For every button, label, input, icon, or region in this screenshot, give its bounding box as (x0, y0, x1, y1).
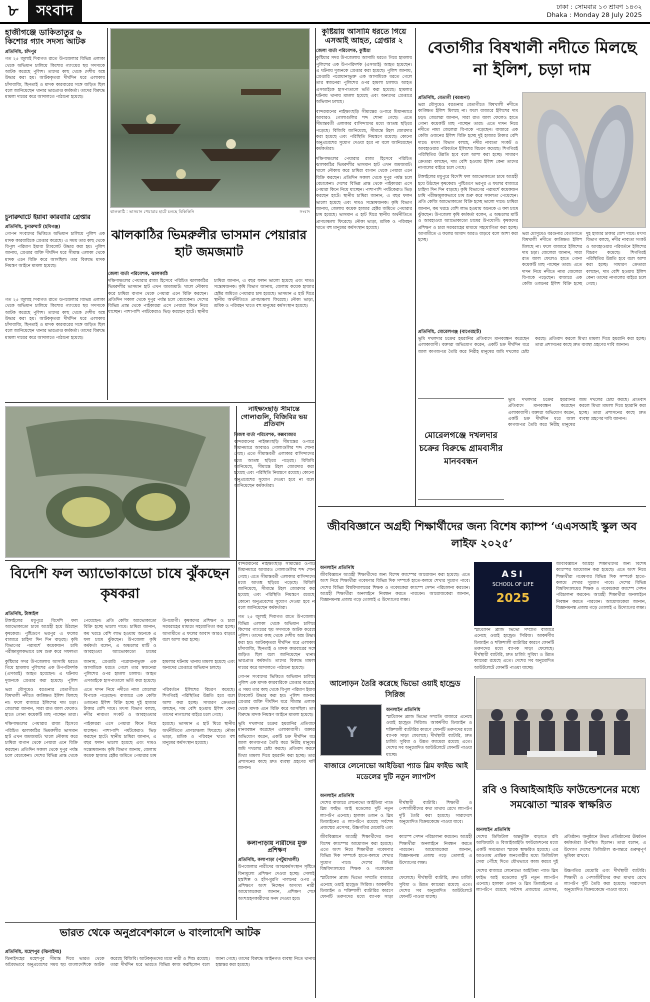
headline: কলাপাড়ায় নারীদের মুক্ত প্রশিক্ষণ (246, 840, 308, 855)
headline: হাজীগঞ্জে ডাকিতাতুর ৬ কিশোর গ্যাং সদস্য আটক (5, 28, 86, 47)
article-body: দেশের ডিজিটাল অন্তর্ভুক্তি বাড়াতে রবি আজিয়াটা ও বিআইআইডি ফাউন্ডেশনের মধ্যে একটি সমঝোতা স্মারক স্বাক্ষরিত হয়েছে। এর আওতায় প্রান্তিক জনগোষ্ঠীর মধ্যে ডিজিটাল সেবা পৌঁছে দিতে যৌথভাবে কাজ করবে দুই প্রতিষ্ঠান। অনুষ্ঠানে উভয় প্রতিষ্ঠানের ঊর্ধ্বতন কর্মকর্তারা উপস্থিত ছিলেন। তারা বলেন, এ উদ্যোগ দেশের ডিজিটাল রূপান্তরে গুরুত্বপূর্ণ ভূমিকা রাখবে। (476, 835, 646, 866)
column-divider (236, 406, 237, 920)
headline: বেতাগীর বিষখালী নদীতে মিলছে না ইলিশ, চড়া দাম (427, 38, 637, 79)
headline: মোরেলগঞ্জে দখলদার চক্রের বিরুদ্ধে গ্রামবাসীর মানববন্ধন (419, 430, 503, 467)
fish-icon (523, 93, 646, 228)
article-body: ভূমি দখলদার চক্রের হয়রানির প্রতিবাদে মানববন্ধন করেছেন এলাকাবাসী। বক্তারা অভিযোগ করেন, একটি চক্র দীর্ঘদিন ধরে জাল কাগজপত্র তৈরি করে নিরীহ মানুষের জমি দখলের চেষ্টা করছে। প্রতিবাদ করলে মিথ্যা মামলা দিয়ে হয়রানি করা হচ্ছে। তারা প্রশাসনের কাছে দ্রুত ব্যবস্থা গ্রহণের দাবি জানান। (418, 337, 646, 355)
hilsa-fish-photo (522, 92, 646, 228)
dateline: প্রতিনিধি, চুনারুঘাট (হবিগঞ্জ) (5, 225, 61, 231)
article-kushtia: কুষ্টিয়ায় আসামি ধরতে গিয়ে এসআই আহত, গ্রেপ্তার ২ জেলা বার্তা পরিবেশক, কুষ্টিয়া কুষ্টিয়ার সদর উপজেলায় আসামি ধরতে গিয়ে হামলায় পুলিশের এক উপপরিদর্শক (এসআই) আহত হয়েছেন। এ ঘটনায় দুজনকে গ্রেপ্তার করা হয়েছে। পুলিশ জানায়, গ্রেপ্তারি পরোয়ানাভুক্ত এক আসামিকে ধরতে গেলে তার স্বজনেরা পুলিশের ওপর হামলা চালায়। আহত এসআইকে হাসপাতালে ভর্তি করা হয়েছে। হামলার ঘটনায় থানায় মামলা হয়েছে এবং অন্যদের গ্রেপ্তারে অভিযান চলছে। বান্দরবানের নাইক্ষ্যংছড়ি সীমান্তের ওপারে মিয়ানমারে আবারও গোলাগুলির শব্দ শোনা গেছে। এতে সীমান্তবর্তী এলাকার বাসিন্দাদের মধ্যে আতঙ্ক ছড়িয়ে পড়েছে। বিজিবি জানিয়েছে, সীমান্তে টহল জোরদার করা হয়েছে এবং পরিস্থিতি নিয়ন্ত্রণে রয়েছে। কোনো অনুপ্রবেশের সুযোগ দেওয়া হবে না বলে জানিয়েছেন কর্মকর্তারা। দক্ষিণাঞ্চলের পেয়ারার রাজ্য হিসেবে পরিচিত ঝালকাঠির ভিমরুলীর ভাসমান হাট এখন জমজমাট। খালে নৌকায় করে চাষিরা বাগান থেকে পেয়ারা এনে বিক্রি করছেন। প্রতিদিন সকাল থেকে দুপুর পর্যন্ত চলে বেচাকেনা। দেশের বিভিন্ন প্রান্ত থেকে পাইকাররা এসে পেয়ারা কিনে নিয়ে যাচ্ছেন। পাশাপাশি পর্যটকেরাও ভিড় করছেন হাটে। স্থানীয় চাষিরা জানান, এ বছর ফলন ভালো হয়েছে এবং দামও সন্তোষজনক। কৃষি বিভাগ জানায়, জেলায় কয়েক হাজার হেক্টর জমিতে পেয়ারার চাষ হয়েছে। ভাসমান এ হাট ঘিরে স্থানীয় অর্থনীতিতে প্রাণচাঞ্চল্য ফিরেছে। নৌকা ভাড়া, শ্রমিক ও পরিবহন খাতে বহু মানুষের কর্মসংস্থান হয়েছে। (316, 28, 412, 231)
section-divider (318, 506, 646, 507)
article-jhalokathi-headline (105, 222, 313, 264)
article-body: উপজেলার নারীদের আত্মকর্মসংস্থান সৃষ্টিতে বিনামূল্যে প্রশিক্ষণ দেওয়া হচ্ছে। সেলাই, হস্তশিল্প ও হাঁস-মুরগি পালনের ওপর এ প্রশিক্ষণে অংশ নিচ্ছেন অসংখ্য নারী। আয়োজকেরা জানান, প্রশিক্ষণ শেষে অংশগ্রহণকারীদের সনদ দেওয়া হবে। (238, 865, 316, 902)
article-jhalokathi (108, 268, 314, 398)
article-lenovo-headline (320, 760, 472, 788)
article-lenovo: অনলাইন প্রতিনিধি দেশের বাজারে লেনোভো আইডিয়া প্যাড স্লিম ফাইভ আই মডেলের দুটি নতুন ল্যাপটপ এনেছে। হালকা ওজন ও স্লিম ডিজাইনের এ ল্যাপটপে রয়েছে সর্বশেষ প্রজন্মের প্রসেসর, উচ্চগতির মেমোরি এবং দীর্ঘস্থায়ী ব্যাটারি। শিক্ষার্থী ও পেশাজীবীদের কথা মাথায় রেখে ল্যাপটপ দুটি তৈরি করা হয়েছে। সারাদেশে অনুমোদিত বিক্রয়কেন্দ্রে পাওয়া যাবে। জীববিজ্ঞানে আগ্রহী শিক্ষার্থীদের জন্য বিশেষ ক্যাম্পের আয়োজন করা হয়েছে। এতে অংশ নিয়ে শিক্ষার্থীরা গবেষণার বিভিন্ন দিক সম্পর্কে হাতে-কলমে শেখার সুযোগ পাবে। দেশের বিভিন্ন বিশ্ববিদ্যালয়ের শিক্ষক ও গবেষকেরা ক্যাম্পে সেশন পরিচালনা করবেন। আগ্রহী শিক্ষার্থীরা অনলাইনে নিবন্ধন করতে পারবেন। আয়োজকেরা জানান, বিজ্ঞানমনস্ক প্রজন্ম গড়ে তোলাই এ উদ্যোগের লক্ষ্য। স্মার্টফোন ব্র্যান্ড ভিভো সম্প্রতি বাজারে এনেছে ওয়াই হান্ড্রেড সিরিজ। আকর্ষণীয় ডিজাইন ও শক্তিশালী ব্যাটারির কারণে ফোনটি তরুণদের মধ্যে ব্যাপক সাড়া ফেলেছে। দীর্ঘস্থায়ী ব্যাটারি, দ্রুত চার্জিং সুবিধা ও উন্নত ক্যামেরা রয়েছে এতে। দেশের সব অনুমোদিত আউটলেটে ফোনটি পাওয়া যাচ্ছে। (320, 794, 472, 901)
svg-text:Y: Y (346, 725, 358, 741)
article-body: কুষ্টিয়ার সদর উপজেলায় আসামি ধরতে গিয়ে হামলায় পুলিশের এক উপপরিদর্শক (এসআই) আহত হয়েছেন। এ ঘটনায় দুজনকে গ্রেপ্তার করা হয়েছে। পুলিশ জানায়, গ্রেপ্তারি পরোয়ানাভুক্ত এক আসামিকে ধরতে গেলে তার স্বজনেরা পুলিশের ওপর হামলা চালায়। আহত এসআইকে হাসপাতালে ভর্তি করা হয়েছে। হামলার ঘটনায় থানায় মামলা হয়েছে এবং অন্যদের গ্রেপ্তারে অভিযান চলছে। (316, 56, 412, 106)
dateline: জেলা বার্তা পরিবেশক, ঝালকাঠি (108, 272, 168, 277)
column-divider (315, 28, 316, 998)
article-border (5, 946, 315, 998)
article-body: দেশের বাজারে লেনোভো আইডিয়া প্যাড স্লিম ফাইভ আই মডেলের দুটি নতুন ল্যাপটপ এনেছে। হালকা ওজন ও স্লিম ডিজাইনের এ ল্যাপটপে রয়েছে সর্বশেষ প্রজন্মের প্রসেসর, উচ্চগতির মেমোরি এবং দীর্ঘস্থায়ী ব্যাটারি। শিক্ষার্থী ও পেশাজীবীদের কথা মাথায় রেখে ল্যাপটপ দুটি তৈরি করা হয়েছে। সারাদেশে অনুমোদিত বিক্রয়কেন্দ্রে পাওয়া যাবে। (320, 801, 472, 832)
vivo-promo-image (320, 704, 382, 756)
section-divider (5, 560, 315, 561)
newspaper-logo: সংবাদ (28, 0, 81, 24)
dateline: প্রতিনিধি, চাঁদপুর (5, 50, 37, 56)
column-divider (474, 676, 475, 998)
article-naikhongchhari-continued: বান্দরবানের নাইক্ষ্যংছড়ি সীমান্তের ওপারে মিয়ানমারে আবারও গোলাগুলির শব্দ শোনা গেছে। এতে সীমান্তবর্তী এলাকার বাসিন্দাদের মধ্যে আতঙ্ক ছড়িয়ে পড়েছে। বিজিবি জানিয়েছে, সীমান্তে টহল জোরদার করা হয়েছে এবং পরিস্থিতি নিয়ন্ত্রণে রয়েছে। কোনো অনুপ্রবেশের সুযোগ দেওয়া হবে না বলে জানিয়েছেন কর্মকর্তারা। গত ২৫ জুলাই দিবাগত রাতে উপজেলার বিভিন্ন এলাকা থেকে অভিযান চালিয়ে কিশোর গ্যাংয়ের ছয় সদস্যকে আটক করেছে পুলিশ। তাদের কাছ থেকে দেশীয় অস্ত্র উদ্ধার করা হয়। আটককৃতরা দীর্ঘদিন ধরে এলাকায় চাঁদাবাজি, ছিনতাই ও মাদক কারবারের সঙ্গে জড়িত ছিল বলে জানিয়েছেন থানার ভারপ্রাপ্ত কর্মকর্তা। তাদের বিরুদ্ধে মামলা দায়ের করে আদালতে পাঠানো হয়েছে। গোপন সংবাদের ভিত্তিতে অভিযান চালিয়ে পুলিশ এক মাদক কারবারিকে গ্রেপ্তার করেছে। এ সময় তার কাছ থেকে বিপুল পরিমাণ ইয়াবা ট্যাবলেট উদ্ধার করা হয়। পুলিশ জানায়, গ্রেপ্তার ব্যক্তি দীর্ঘদিন ধরে সীমান্ত এলাকা থেকে মাদক এনে বিক্রি করে আসছিল। তার বিরুদ্ধে মাদক নিয়ন্ত্রণ আইনে মামলা হয়েছে। ভূমি দখলদার চক্রের হয়রানির প্রতিবাদে মানববন্ধন করেছেন এলাকাবাসী। বক্তারা অভিযোগ করেন, একটি চক্র দীর্ঘদিন ধরে জাল কাগজপত্র তৈরি করে নিরীহ মানুষের জমি দখলের চেষ্টা করছে। প্রতিবাদ করলে মিথ্যা মামলা দিয়ে হয়রানি করা হচ্ছে। তারা প্রশাসনের কাছে দ্রুত ব্যবস্থা গ্রহণের দাবি জানান। (238, 562, 316, 772)
article-body: গত ২৫ জুলাই দিবাগত রাতে উপজেলার বিভিন্ন এলাকা থেকে অভিযান চালিয়ে কিশোর গ্যাংয়ের ছয় সদস্যকে আটক করেছে পুলিশ। তাদের কাছ থেকে দেশীয় অস্ত্র উদ্ধার করা হয়। আটককৃতরা দীর্ঘদিন ধরে এলাকায় চাঁদাবাজি, ছিনতাই ও মাদক কারবারের সঙ্গে জড়িত ছিল বলে জানিয়েছেন থানার ভারপ্রাপ্ত কর্মকর্তা। তাদের বিরুদ্ধে মামলা দায়ের করে আদালতে পাঠানো হয়েছে। (5, 57, 105, 101)
article-hajiganj (5, 28, 105, 210)
boat-illustration-icon (111, 29, 310, 208)
issue-date: ঢাকা : সোমবার ১৩ শ্রাবণ ১৪৩২ Dhaka : Monday 28 July 2025 (546, 3, 642, 19)
article-morelganj-intro (418, 326, 646, 396)
article-body: টাঙ্গাইলের মধুপুরে বিদেশি ফল অ্যাভোকাডো চাষে আগ্রহী হয়ে উঠছেন কৃষকেরা। পুষ্টিগুণে ভরপুর এ ফলের বাজারে চাহিদা দিন দিন বাড়ছে। কৃষি বিভাগের পরামর্শে কয়েকজন চাষি পরীক্ষামূলকভাবে চাষ শুরু করে সফলতা পেয়েছেন। প্রতি কেজি অ্যাভোকাডো বিক্রি হচ্ছে ভালো দামে। চাষিরা জানান, কম খরচে বেশি লাভ হওয়ায় অনেকে এ ফল চাষে ঝুঁকছেন। উপজেলা কৃষি কর্মকর্তা বলেন, এ অঞ্চলের মাটি ও আবহাওয়া অ্যাভোকাডো চাষের উপযোগী। কৃষকদের প্রশিক্ষণ ও চারা সরবরাহের মাধ্যমে সহযোগিতা করা হচ্ছে। আগামীতে এ ফলের আবাদ আরও বাড়বে বলে আশা করা হচ্ছে। (5, 619, 235, 656)
article-morelganj-headline (418, 398, 504, 500)
mou-signing-photo (476, 678, 646, 770)
dateline: জেলা বার্তা পরিবেশক, কুষ্টিয়া (316, 49, 371, 55)
article-asi (320, 562, 470, 674)
dateline: প্রতিনিধি, কলাপাড়া (পটুয়াখালী) (238, 858, 300, 864)
article-robi: অনলাইন প্রতিনিধি দেশের ডিজিটাল অন্তর্ভুক্তি বাড়াতে রবি আজিয়াটা ও বিআইআইডি ফাউন্ডেশনের মধ্যে একটি সমঝোতা স্মারক স্বাক্ষরিত হয়েছে। এর আওতায় প্রান্তিক জনগোষ্ঠীর মধ্যে ডিজিটাল সেবা পৌঁছে দিতে যৌথভাবে কাজ করবে দুই প্রতিষ্ঠান। অনুষ্ঠানে উভয় প্রতিষ্ঠানের ঊর্ধ্বতন কর্মকর্তারা উপস্থিত ছিলেন। তারা বলেন, এ উদ্যোগ দেশের ডিজিটাল রূপান্তরে গুরুত্বপূর্ণ ভূমিকা রাখবে। দেশের বাজারে লেনোভো আইডিয়া প্যাড স্লিম ফাইভ আই মডেলের দুটি নতুন ল্যাপটপ এনেছে। হালকা ওজন ও স্লিম ডিজাইনের এ ল্যাপটপে রয়েছে সর্বশেষ প্রজন্মের প্রসেসর, উচ্চগতির মেমোরি এবং দীর্ঘস্থায়ী ব্যাটারি। শিক্ষার্থী ও পেশাজীবীদের কথা মাথায় রেখে ল্যাপটপ দুটি তৈরি করা হয়েছে। সারাদেশে অনুমোদিত বিক্রয়কেন্দ্রে পাওয়া যাবে। (476, 828, 646, 894)
article-vivo-headline (320, 678, 470, 702)
article-betagi: প্রতিনিধি, বেতাগী (বরগুনা) ভরা মৌসুমেও বরগুনার বেতাগীতে বিষখালী নদীতে কাঙ্ক্ষিত ইলিশ মিলছে না। ফলে বাজারে ইলিশের দাম চড়া। জেলেরা জানান, সারা রাত জাল ফেলেও হাতে গোনা কয়েকটি মাছ পাচ্ছেন তারা। এতে দাদন নিয়ে নদীতে নামা জেলেরা বিপাকে পড়েছেন। বাজারে এক কেজি ওজনের ইলিশ বিক্রি হচ্ছে দুই হাজার টাকার বেশি দামে। মৎস্য বিভাগ বলছে, নদীর নাব্যতা সংকট ও আবহাওয়ার পরিবর্তনে ইলিশের বিচরণ কমেছে। শিগগিরই পরিস্থিতির উন্নতি হবে বলে আশা করা হচ্ছে। সাধারণ ক্রেতারা বলছেন, দাম বেশি হওয়ায় ইলিশ কেনা তাদের নাগালের বাইরে চলে গেছে। টাঙ্গাইলের মধুপুরে বিদেশি ফল অ্যাভোকাডো চাষে আগ্রহী হয়ে উঠছেন কৃষকেরা। পুষ্টিগুণে ভরপুর এ ফলের বাজারে চাহিদা দিন দিন বাড়ছে। কৃষি বিভাগের পরামর্শে কয়েকজন চাষি পরীক্ষামূলকভাবে চাষ শুরু করে সফলতা পেয়েছেন। প্রতি কেজি অ্যাভোকাডো বিক্রি হচ্ছে ভালো দামে। চাষিরা জানান, কম খরচে বেশি লাভ হওয়ায় অনেকে এ ফল চাষে ঝুঁকছেন। উপজেলা কৃষি কর্মকর্তা বলেন, এ অঞ্চলের মাটি ও আবহাওয়া অ্যাভোকাডো চাষের উপযোগী। কৃষকদের প্রশিক্ষণ ও চারা সরবরাহের মাধ্যমে সহযোগিতা করা হচ্ছে। আগামীতে এ ফলের আবাদ আরও বাড়বে বলে আশা করা হচ্ছে। (418, 96, 518, 244)
dateline: প্রতিনিধি, টাঙ্গাইল (5, 612, 39, 617)
avocado-icon (6, 407, 230, 558)
headline: আলোড়ন তৈরি করেছে ভিভো ওয়াই হান্ড্রেড সিরিজ (329, 679, 461, 699)
article-kalapara (238, 840, 316, 920)
dateline: অনলাইন প্রতিনিধি (386, 708, 421, 713)
article-betagi-headline (418, 28, 646, 90)
article-avocado: প্রতিনিধি, টাঙ্গাইল টাঙ্গাইলের মধুপুরে বিদেশি ফল অ্যাভোকাডো চাষে আগ্রহী হয়ে উঠছেন কৃষকেরা। পুষ্টিগুণে ভরপুর এ ফলের বাজারে চাহিদা দিন দিন বাড়ছে। কৃষি বিভাগের পরামর্শে কয়েকজন চাষি পরীক্ষামূলকভাবে চাষ শুরু করে সফলতা পেয়েছেন। প্রতি কেজি অ্যাভোকাডো বিক্রি হচ্ছে ভালো দামে। চাষিরা জানান, কম খরচে বেশি লাভ হওয়ায় অনেকে এ ফল চাষে ঝুঁকছেন। উপজেলা কৃষি কর্মকর্তা বলেন, এ অঞ্চলের মাটি ও আবহাওয়া অ্যাভোকাডো চাষের উপযোগী। কৃষকদের প্রশিক্ষণ ও চারা সরবরাহের মাধ্যমে সহযোগিতা করা হচ্ছে। আগামীতে এ ফলের আবাদ আরও বাড়বে বলে আশা করা হচ্ছে। কুষ্টিয়ার সদর উপজেলায় আসামি ধরতে গিয়ে হামলায় পুলিশের এক উপপরিদর্শক (এসআই) আহত হয়েছেন। এ ঘটনায় দুজনকে গ্রেপ্তার করা হয়েছে। পুলিশ জানায়, গ্রেপ্তারি পরোয়ানাভুক্ত এক আসামিকে ধরতে গেলে তার স্বজনেরা পুলিশের ওপর হামলা চালায়। আহত এসআইকে হাসপাতালে ভর্তি করা হয়েছে। হামলার ঘটনায় থানায় মামলা হয়েছে এবং অন্যদের গ্রেপ্তারে অভিযান চলছে। ভরা মৌসুমেও বরগুনার বেতাগীতে বিষখালী নদীতে কাঙ্ক্ষিত ইলিশ মিলছে না। ফলে বাজারে ইলিশের দাম চড়া। জেলেরা জানান, সারা রাত জাল ফেলেও হাতে গোনা কয়েকটি মাছ পাচ্ছেন তারা। এতে দাদন নিয়ে নদীতে নামা জেলেরা বিপাকে পড়েছেন। বাজারে এক কেজি ওজনের ইলিশ বিক্রি হচ্ছে দুই হাজার টাকার বেশি দামে। মৎস্য বিভাগ বলছে, নদীর নাব্যতা সংকট ও আবহাওয়ার পরিবর্তনে ইলিশের বিচরণ কমেছে। শিগগিরই পরিস্থিতির উন্নতি হবে বলে আশা করা হচ্ছে। সাধারণ ক্রেতারা বলছেন, দাম বেশি হওয়ায় ইলিশ কেনা তাদের নাগালের বাইরে চলে গেছে। দক্ষিণাঞ্চলের পেয়ারার রাজ্য হিসেবে পরিচিত ঝালকাঠির ভিমরুলীর ভাসমান হাট এখন জমজমাট। খালে নৌকায় করে চাষিরা বাগান থেকে পেয়ারা এনে বিক্রি করছেন। প্রতিদিন সকাল থেকে দুপুর পর্যন্ত চলে বেচাকেনা। দেশের বিভিন্ন প্রান্ত থেকে পাইকাররা এসে পেয়ারা কিনে নিয়ে যাচ্ছেন। পাশাপাশি পর্যটকেরাও ভিড় করছেন হাটে। স্থানীয় চাষিরা জানান, এ বছর ফলন ভালো হয়েছে এবং দামও সন্তোষজনক। কৃষি বিভাগ জানায়, জেলায় কয়েক হাজার হেক্টর জমিতে পেয়ারার চাষ হয়েছে। ভাসমান এ হাট ঘিরে স্থানীয় অর্থনীতিতে প্রাণচাঞ্চল্য ফিরেছে। নৌকা ভাড়া, শ্রমিক ও পরিবহন খাতে বহু মানুষের কর্মসংস্থান হয়েছে। (5, 612, 235, 759)
article-body: জীববিজ্ঞানে আগ্রহী শিক্ষার্থীদের জন্য বিশেষ ক্যাম্পের আয়োজন করা হয়েছে। এতে অংশ নিয়ে শিক্ষার্থীরা গবেষণার বিভিন্ন দিক সম্পর্কে হাতে-কলমে শেখার সুযোগ পাবে। দেশের বিভিন্ন বিশ্ববিদ্যালয়ের শিক্ষক ও গবেষকেরা ক্যাম্পে সেশন পরিচালনা করবেন। আগ্রহী শিক্ষার্থীরা অনলাইনে নিবন্ধন করতে পারবেন। আয়োজকেরা জানান, বিজ্ঞানমনস্ক প্রজন্ম গড়ে তোলাই এ উদ্যোগের লক্ষ্য। (320, 573, 470, 604)
article-body: স্মার্টফোন ব্র্যান্ড ভিভো সম্প্রতি বাজারে এনেছে ওয়াই হান্ড্রেড সিরিজ। আকর্ষণীয় ডিজাইন ও শক্তিশালী ব্যাটারির কারণে ফোনটি তরুণদের মধ্যে ব্যাপক সাড়া ফেলেছে। দীর্ঘস্থায়ী ব্যাটারি, দ্রুত চার্জিং সুবিধা ও উন্নত ক্যামেরা রয়েছে এতে। দেশের সব অনুমোদিত আউটলেটে ফোনটি পাওয়া যাচ্ছে। (386, 715, 472, 756)
dateline: নিজস্ব বার্তা পরিবেশক, কক্সবাজার (234, 432, 296, 438)
article-robi-headline (476, 774, 646, 822)
page-number: ৮ (8, 0, 19, 20)
article-body: দক্ষিণাঞ্চলের পেয়ারার রাজ্য হিসেবে পরিচিত ঝালকাঠির ভিমরুলীর ভাসমান হাট এখন জমজমাট। খালে নৌকায় করে চাষিরা বাগান থেকে পেয়ারা এনে বিক্রি করছেন। প্রতিদিন সকাল থেকে দুপুর পর্যন্ত চলে বেচাকেনা। দেশের বিভিন্ন প্রান্ত থেকে পাইকাররা এসে পেয়ারা কিনে নিয়ে যাচ্ছেন। পাশাপাশি পর্যটকেরাও ভিড় করছেন হাটে। স্থানীয় চাষিরা জানান, এ বছর ফলন ভালো হয়েছে এবং দামও সন্তোষজনক। কৃষি বিভাগ জানায়, জেলায় কয়েক হাজার হেক্টর জমিতে পেয়ারার চাষ হয়েছে। ভাসমান এ হাট ঘিরে স্থানীয় অর্থনীতিতে প্রাণচাঞ্চল্য ফিরেছে। নৌকা ভাড়া, শ্রমিক ও পরিবহন খাতে বহু মানুষের কর্মসংস্থান হয়েছে। (108, 279, 314, 316)
column-divider (415, 28, 416, 506)
article-morelganj: ভূমি দখলদার চক্রের হয়রানির প্রতিবাদে মানববন্ধন করেছেন এলাকাবাসী। বক্তারা অভিযোগ করেন, একটি চক্র দীর্ঘদিন ধরে জাল কাগজপত্র তৈরি করে নিরীহ মানুষের জমি দখলের চেষ্টা করছে। প্রতিবাদ করলে মিথ্যা মামলা দিয়ে হয়রানি করা হচ্ছে। তারা প্রশাসনের কাছে দ্রুত ব্যবস্থা গ্রহণের দাবি জানান। (508, 398, 646, 429)
photo-caption: ঝালকাঠি : ভাসমান পেয়ারার হাটে চলছে বিকিকিনি সংবাদ (110, 209, 310, 214)
article-avocado-headline (5, 562, 235, 606)
headline: কুষ্টিয়ায় আসামি ধরতে গিয়ে এসআই আহত, গ্রেপ্তার ২ (321, 28, 407, 45)
article-naikhongchhari (234, 406, 314, 558)
article-body: ঝিনাইদহের মহেশপুর সীমান্ত দিয়ে ভারত থেকে অবৈধভাবে অনুপ্রবেশের সময় ছয় বাংলাদেশিকে আটক করেছে বিজিবি। আটককৃতদের মধ্যে নারী ও শিশু রয়েছে। তারা দীর্ঘদিন ধরে ভারতে বিভিন্ন কাজ করছিলেন বলে জানা গেছে। তাদের বিরুদ্ধে আইনগত ব্যবস্থা নিতে থানায় হস্তান্তর করা হয়েছে। (5, 957, 315, 969)
guava-market-photo (110, 28, 310, 208)
dateline: অনলাইন প্রতিনিধি (476, 828, 511, 833)
dateline: অনলাইন প্রতিনিধি (320, 794, 355, 799)
column-divider (107, 28, 108, 400)
asi-promo-image: ASI SCHOOL OF LIFE 2025 (474, 562, 552, 626)
article-border-headline (5, 922, 315, 944)
dateline: অনলাইন প্রতিনিধি (320, 566, 355, 571)
article-vivo (386, 704, 472, 756)
article-chunarughat-continued: গত ২৫ জুলাই দিবাগত রাতে উপজেলার বিভিন্ন এলাকা থেকে অভিযান চালিয়ে কিশোর গ্যাংয়ের ছয় সদস্যকে আটক করেছে পুলিশ। তাদের কাছ থেকে দেশীয় অস্ত্র উদ্ধার করা হয়। আটককৃতরা দীর্ঘদিন ধরে এলাকায় চাঁদাবাজি, ছিনতাই ও মাদক কারবারের সঙ্গে জড়িত ছিল বলে জানিয়েছেন থানার ভারপ্রাপ্ত কর্মকর্তা। তাদের বিরুদ্ধে মামলা দায়ের করে আদালতে পাঠানো হয়েছে। (5, 298, 105, 341)
headline: রবি ও বিআইআইডি ফাউন্ডেশনের মধ্যে সমঝোতা স্মারক স্বাক্ষরিত (482, 785, 640, 811)
article-body: বান্দরবানের নাইক্ষ্যংছড়ি সীমান্তের ওপারে মিয়ানমারে আবারও গোলাগুলির শব্দ শোনা গেছে। এতে সীমান্তবর্তী এলাকার বাসিন্দাদের মধ্যে আতঙ্ক ছড়িয়ে পড়েছে। বিজিবি জানিয়েছে, সীমান্তে টহল জোরদার করা হয়েছে এবং পরিস্থিতি নিয়ন্ত্রণে রয়েছে। কোনো অনুপ্রবেশের সুযোগ দেওয়া হবে না বলে জানিয়েছেন কর্মকর্তারা। (234, 439, 314, 489)
headline: বিদেশি ফল অ্যাভোকাডো চাষে ঝুঁকছেন কৃষকরা (10, 566, 230, 602)
article-body: ভরা মৌসুমেও বরগুনার বেতাগীতে বিষখালী নদীতে কাঙ্ক্ষিত ইলিশ মিলছে না। ফলে বাজারে ইলিশের দাম চড়া। জেলেরা জানান, সারা রাত জাল ফেলেও হাতে গোনা কয়েকটি মাছ পাচ্ছেন তারা। এতে দাদন নিয়ে নদীতে নামা জেলেরা বিপাকে পড়েছেন। বাজারে এক কেজি ওজনের ইলিশ বিক্রি হচ্ছে দুই হাজার টাকার বেশি দামে। মৎস্য বিভাগ বলছে, নদীর নাব্যতা সংকট ও আবহাওয়ার পরিবর্তনে ইলিশের বিচরণ কমেছে। শিগগিরই পরিস্থিতির উন্নতি হবে বলে আশা করা হচ্ছে। সাধারণ ক্রেতারা বলছেন, দাম বেশি হওয়ায় ইলিশ কেনা তাদের নাগালের বাইরে চলে গেছে। (418, 103, 518, 171)
headline: বাজারে লেনোভো আইডিয়া প্যাড স্লিম ফাইভ আই মডেলের দুটি নতুন ল্যাপটপ (324, 761, 468, 781)
dateline: প্রতিনিধি, বেতাগী (বরগুনা) (418, 96, 471, 101)
headline: ঝালকাঠির ভিমরুলীর ভাসমান পেয়ারার হাট জমজমাট (111, 227, 307, 259)
phone-icon (321, 705, 382, 756)
group-people-icon (477, 679, 646, 770)
masthead (0, 0, 650, 24)
headline: নাইক্ষ্যংছড়ি সীমান্তে গোলাগুলি, বিজিবির ভয় প্রতিবাদ (240, 406, 308, 429)
article-asi-continued: জীববিজ্ঞানে আগ্রহী শিক্ষার্থীদের জন্য বিশেষ ক্যাম্পের আয়োজন করা হয়েছে। এতে অংশ নিয়ে শিক্ষার্থীরা গবেষণার বিভিন্ন দিক সম্পর্কে হাতে-কলমে শেখার সুযোগ পাবে। দেশের বিভিন্ন বিশ্ববিদ্যালয়ের শিক্ষক ও গবেষকেরা ক্যাম্পে সেশন পরিচালনা করবেন। আগ্রহী শিক্ষার্থীরা অনলাইনে নিবন্ধন করতে পারবেন। আয়োজকেরা জানান, বিজ্ঞানমনস্ক প্রজন্ম গড়ে তোলাই এ উদ্যোগের লক্ষ্য। (556, 562, 646, 612)
article-betagi-continued: ভরা মৌসুমেও বরগুনার বেতাগীতে বিষখালী নদীতে কাঙ্ক্ষিত ইলিশ মিলছে না। ফলে বাজারে ইলিশের দাম চড়া। জেলেরা জানান, সারা রাত জাল ফেলেও হাতে গোনা কয়েকটি মাছ পাচ্ছেন তারা। এতে দাদন নিয়ে নদীতে নামা জেলেরা বিপাকে পড়েছেন। বাজারে এক কেজি ওজনের ইলিশ বিক্রি হচ্ছে দুই হাজার টাকার বেশি দামে। মৎস্য বিভাগ বলছে, নদীর নাব্যতা সংকট ও আবহাওয়ার পরিবর্তনে ইলিশের বিচরণ কমেছে। শিগগিরই পরিস্থিতির উন্নতি হবে বলে আশা করা হচ্ছে। সাধারণ ক্রেতারা বলছেন, দাম বেশি হওয়ায় ইলিশ কেনা তাদের নাগালের বাইরে চলে গেছে। (522, 232, 646, 288)
avocado-photo (5, 406, 230, 558)
article-asi-headline (318, 510, 646, 560)
headline: জীববিজ্ঞানে অগ্রহী শিক্ষার্থীদের জন্য বিশেষ ক্যাম্প ‘এএসআই স্কুল অব লাইফ ২০২৫’ (327, 520, 637, 550)
headline: ভারত থেকে অনুপ্রবেশকালে ৬ বাংলাদেশি আটক (59, 926, 261, 939)
dateline: প্রতিনিধি, মহেশপুর (ঝিনাইদহ) (5, 950, 62, 955)
article-chunarughat (5, 214, 105, 294)
article-body: গোপন সংবাদের ভিত্তিতে অভিযান চালিয়ে পুলিশ এক মাদক কারবারিকে গ্রেপ্তার করেছে। এ সময় তার কাছ থেকে বিপুল পরিমাণ ইয়াবা ট্যাবলেট উদ্ধার করা হয়। পুলিশ জানায়, গ্রেপ্তার ব্যক্তি দীর্ঘদিন ধরে সীমান্ত এলাকা থেকে মাদক এনে বিক্রি করে আসছিল। তার বিরুদ্ধে মাদক নিয়ন্ত্রণ আইনে মামলা হয়েছে। (5, 232, 105, 269)
dateline: প্রতিনিধি, মোরেলগঞ্জ (বাগেরহাট) (418, 330, 482, 335)
article-asi-more: স্মার্টফোন ব্র্যান্ড ভিভো সম্প্রতি বাজারে এনেছে ওয়াই হান্ড্রেড সিরিজ। আকর্ষণীয় ডিজাইন ও শক্তিশালী ব্যাটারির কারণে ফোনটি তরুণদের মধ্যে ব্যাপক সাড়া ফেলেছে। দীর্ঘস্থায়ী ব্যাটারি, দ্রুত চার্জিং সুবিধা ও উন্নত ক্যামেরা রয়েছে এতে। দেশের সব অনুমোদিত আউটলেটে ফোনটি পাওয়া যাচ্ছে। (474, 628, 554, 671)
section-divider (5, 402, 315, 403)
headline: চুনারুঘাটে ইয়াবা কারবারি গ্রেপ্তার (5, 214, 91, 221)
